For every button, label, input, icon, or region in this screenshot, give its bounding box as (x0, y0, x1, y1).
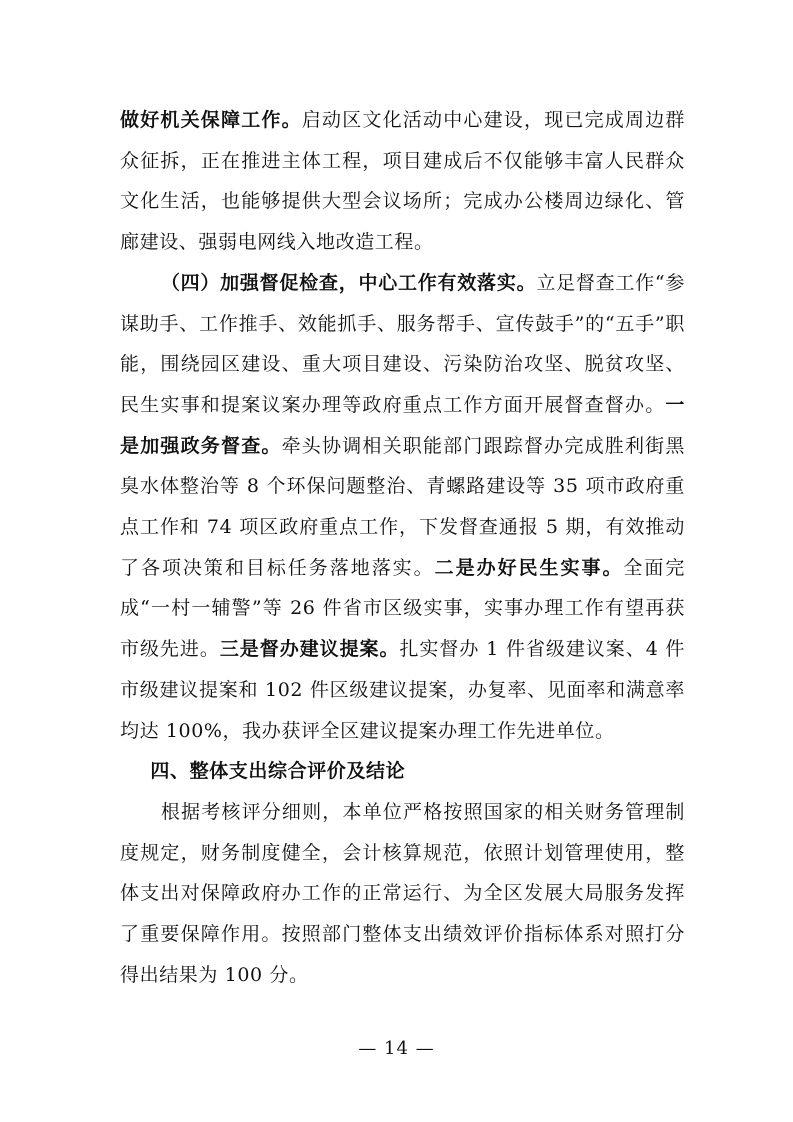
paragraph-text: 牵头协调相关职能部门跟踪督办完成胜利街黑臭水体整治等 8 个环保问题整治、青螺路建设等 35 项市政府重点工作和 74 项区政府重点工作，下发督查通报 5 期，有效推动了各项决策和目标任务落地落实。 (120, 434, 685, 579)
paragraph-conclusion: 根据考核评分细则，本单位严格按照国家的相关财务管理制度规定，财务制度健全，会计核算规范，依照计划管理使用，整体支出对保障政府办工作的正常运行、为全区发展大局服务发挥了重要保障作用。按照部门整体支出绩效评价指标体系对照打分得出结果为 100 分。 (120, 800, 685, 986)
section-heading: 四、整体支出综合评价及结论 (150, 760, 406, 783)
paragraph-lead-bold: 做好机关保障工作。 (120, 109, 302, 131)
paragraph-office-support (120, 100, 685, 263)
paragraph-text: 全面完成“一村一辅警”等 26 件省市区级实事，实事办理工作有望再获市级先进。 (120, 556, 685, 661)
page-body (120, 100, 685, 995)
item-title-2: 二是办好民生实事。 (434, 556, 624, 579)
paragraph-text: 扎实督办 1 件省级建议案、4 件市级建议提案和 102 件区级建议提案，办复率、见面率和满意率均达 100%，我办获评全区建议提案办理工作先进单位。 (120, 638, 685, 742)
item-title-3: 三是督办建议提案。 (219, 638, 400, 661)
page-number: — 14 — (358, 1038, 435, 1059)
paragraph-text: 立足督查工作“参谋助手、工作推手、效能抓手、服务帮手、宣传鼓手”的“五手”职能，围绕园区建设、重大项目建设、污染防治攻坚、脱贫攻坚、民生实事和提案议案办理等政府重点工作方面开展督查督办。 (120, 271, 685, 416)
subsection-title: （四）加强督促检查，中心工作有效落实。 (160, 271, 537, 294)
item-title-1: 一是加强政务督查。 (120, 393, 685, 457)
paragraph-supervision (120, 263, 685, 751)
paragraph-text: 启动区文化活动中心建设，现已完成周边群众征拆，正在推进主体工程，项目建成后不仅能够丰富人民群众文化生活，也能够提供大型会议场所；完成办公楼周边绿化、管廊建设、强弱电网线入地改造工程。 (120, 109, 685, 254)
